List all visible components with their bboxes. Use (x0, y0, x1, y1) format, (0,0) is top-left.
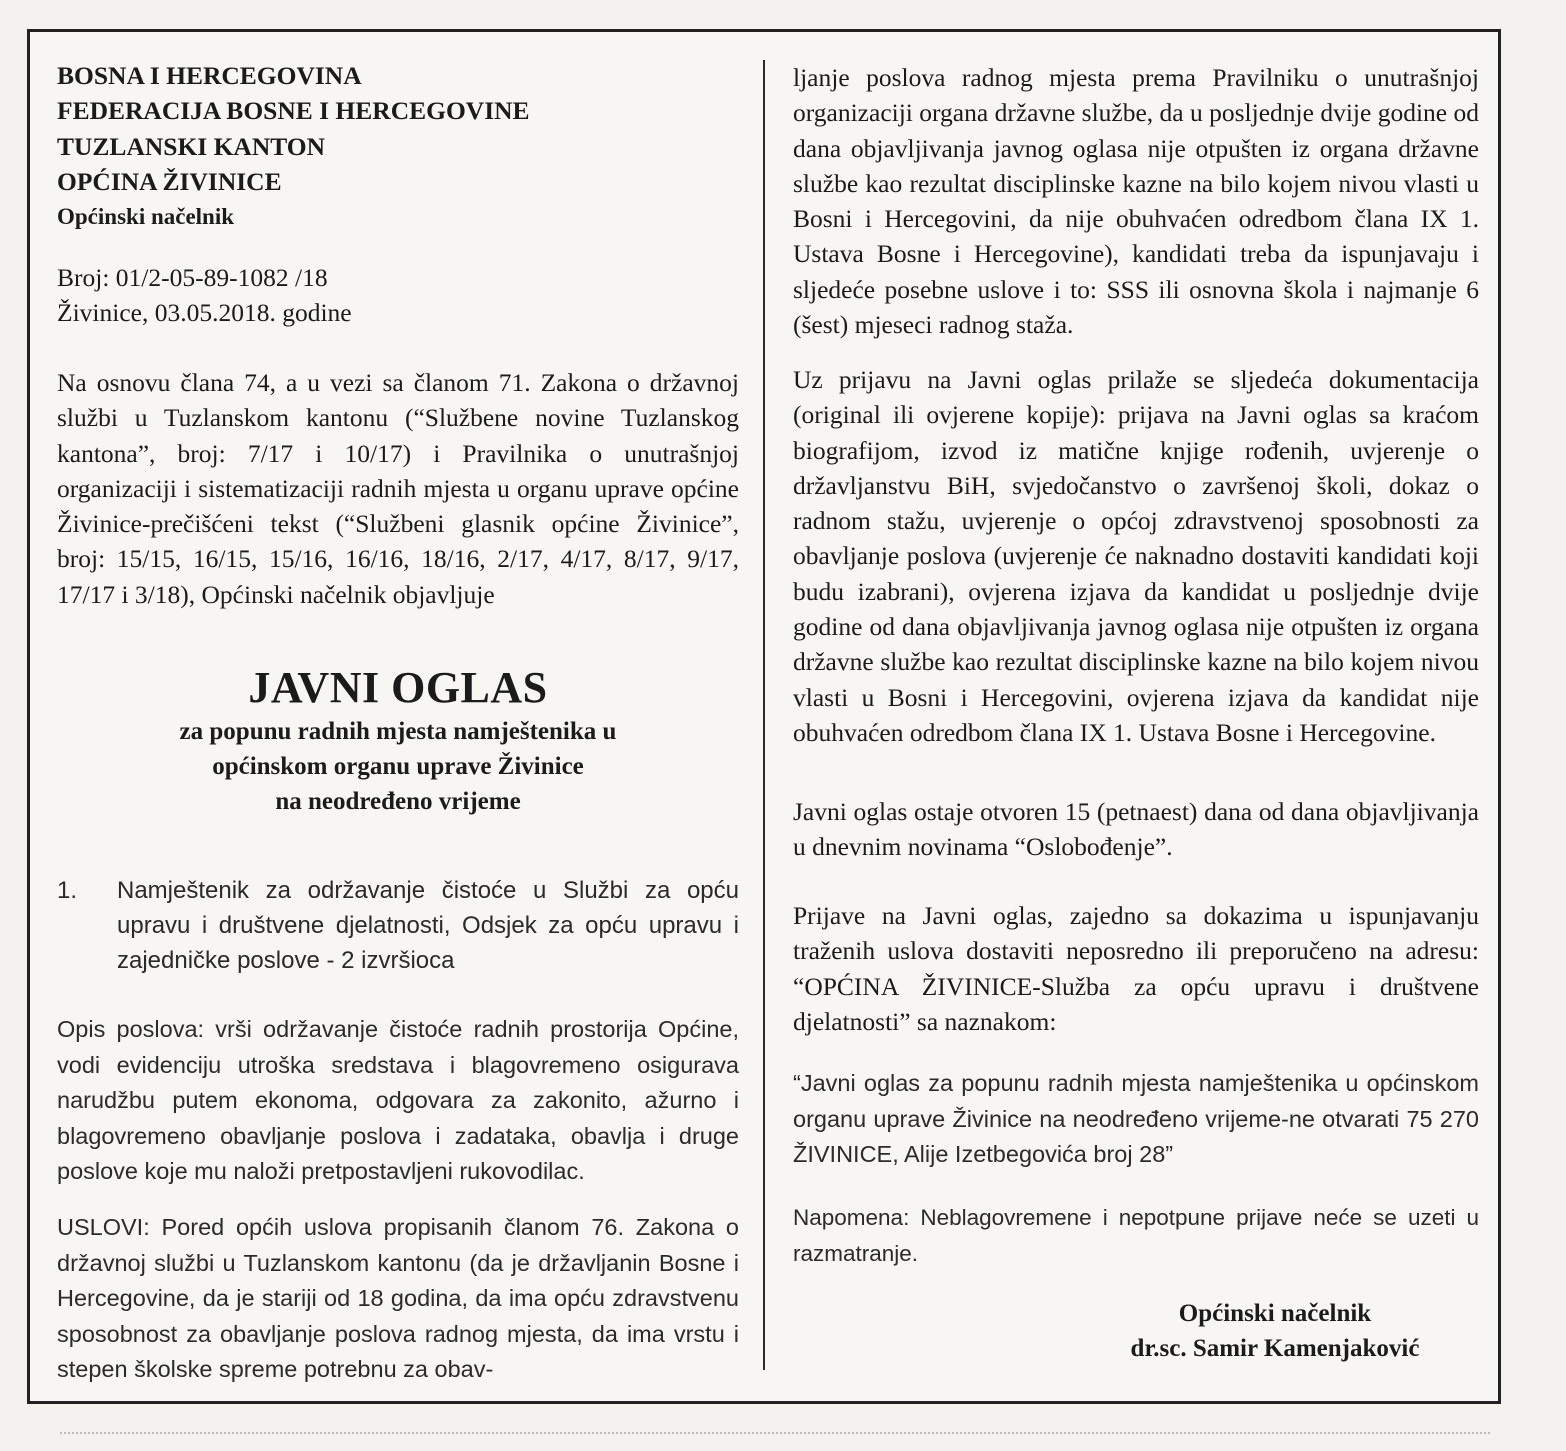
intro-text: Na osnovu člana 74, a u vezi sa članom 71. Zakona o državnoj službi u Tuzlanskom kantonu (“Službene novine Tuzlanskog kantona”, broj: 7/17 i 10/17) i Pravilnika o unutrašnjoj organizaciji i sistematizaciji radnih mjesta u organu uprave općine Živinice-prečišćeni tekst (“Službeni glasnik općine Živinice”, broj: 15/15, 16/15, 15/16, 16/16, 18/16, 2/17, 4/17, 8/17, 9/17, 17/17 i 3/18), Općinski načelnik objavljuje (57, 368, 739, 609)
header-canton: TUZLANSKI KANTON (57, 131, 326, 161)
job-description-paragraph (57, 1012, 739, 1190)
deadline-text: Javni oglas ostaje otvoren 15 (petnaest) dana od dana objavljivanja u dnevnim novinama “Oslobođenje”. (793, 797, 1479, 862)
position-description: Namještenik za održavanje čistoće u Službi za opću upravu i društvene djelatnosti, Odsjek za opću upravu i zajedničke poslove - 2 izvršioca (117, 877, 739, 974)
documentation-text: Uz prijavu na Javni oglas prilaže se sljedeća dokumentacija (original ili ovjerene kopije): prijava na Javni oglas sa kraćom biografijom, izvod iz matične knjige rođenih, uvjerenje o državljanstvu BiH, svjedočanstvo o završenoj školi, dokaz o radnom stažu, uvjerenje o općoj zdravstvenoj sposobnosti za obavljanje poslova (uvjerenje će naknadno dostaviti kandidati koji budu izabrani), ovjerena izjava da kandidat u posljednje dvije godine od dana objavljivanja javnog oglasa nije otpušten iz organa državne službe kao rezultat disciplinske kazne na bilo kojem nivou vlasti u Bosni i Hercegovini, ovjerena izjava da kandidat nije obuhvaćen odredbom člana IX 1. Ustava Bosne i Hercegovine. (793, 365, 1479, 747)
position-number: 1. (57, 877, 78, 904)
reference-number: Broj: 01/2-05-89-1082 /18 (57, 263, 328, 292)
announcement-title-block (57, 662, 739, 819)
signature-name: dr.sc. Samir Kamenjaković (1130, 1335, 1420, 1362)
header-municipality: OPĆINA ŽIVINICE (57, 166, 282, 196)
header-federation: FEDERACIJA BOSNE I HERCEGOVINE (57, 96, 530, 126)
subtitle-line-1: za popunu radnih mjesta namještenika u (179, 718, 617, 745)
signature-title: Općinski načelnik (1178, 1300, 1372, 1327)
submission-text: Prijave na Javni oglas, zajedno sa dokazima u ispunjavanju traženih uslova dostaviti neposredno ili preporučeno na adresu: “OPĆINA ŽIVINICE-Služba za opću upravu i društvene djelatnosti” sa naznakom: (793, 901, 1479, 1036)
header-office: Općinski načelnik (57, 204, 235, 230)
documentation-paragraph (793, 362, 1479, 750)
reference-block (57, 260, 352, 330)
deadline-paragraph (793, 794, 1479, 865)
submission-paragraph (793, 898, 1479, 1039)
note-paragraph (793, 1200, 1479, 1271)
intro-paragraph (57, 365, 739, 612)
conditions-text: USLOVI: Pored općih uslova propisanih članom 76. Zakona o državnoj službi u Tuzlanskom kantonu (da je državljanin Bosne i Hercegovine, da je stariji od 18 godina, da ima opću zdravstvenu sposobnost za obavljanje poslova radnog mjesta, da ima vrstu i stepen školske spreme potrebnu za obav- (57, 1214, 739, 1382)
note-text: Napomena: Neblagovremene i nepotpune prijave neće se uzeti u razmatranje. (793, 1205, 1479, 1266)
subtitle-line-3: na neodređeno vrijeme (275, 788, 521, 815)
envelope-label-text: “Javni oglas za popunu radnih mjesta namještenika u općinskom organu uprave Živinice na neodređeno vrijeme-ne otvarati 75 270 ŽIVINICE, Alije Izetbegovića broj 28” (793, 1070, 1479, 1167)
place-date: Živinice, 03.05.2018. godine (57, 298, 352, 327)
issuer-header (57, 58, 530, 234)
page-edge-line (60, 1432, 1490, 1434)
envelope-label-paragraph (793, 1066, 1479, 1173)
header-country: BOSNA I HERCEGOVINA (57, 61, 362, 90)
conditions-paragraph (57, 1210, 739, 1388)
signature-block (1100, 1296, 1450, 1366)
conditions-continued-text: ljanje poslova radnog mjesta prema Pravilniku o unutrašnjoj organizaciji organa državne službe, da u posljednje dvije godine od dana objavljivanja javnog oglasa nije otpušten iz organa državne službe kao rezultat disciplinske kazne na bilo kojem nivou vlasti u Bosni i Hercegovini, da nije obuhvaćen odredbom člana IX 1. Ustava Bosne i Hercegovine), kandidati treba da ispunjavaju i sljedeće posebne uslove i to: SSS ili osnovna škola i najmanje 6 (šest) mjeseci radnog staža. (793, 63, 1479, 340)
column-divider (763, 60, 765, 1370)
job-description-text: Opis poslova: vrši održavanje čistoće radnih prostorija Općine, vodi evidenciju utroška sredstava i blagovremeno osigurava narudžbu putem ekonoma, odgovara za zakonito, ažurno i blagovremeno obavljanje poslova i zadataka, obavlja i druge poslove koje mu naloži pretpostavljeni rukovodilac. (57, 1016, 739, 1184)
subtitle-line-2: općinskom organu uprave Živinice (212, 753, 584, 780)
announcement-title: JAVNI OGLAS (248, 663, 548, 712)
conditions-continued (793, 60, 1479, 342)
